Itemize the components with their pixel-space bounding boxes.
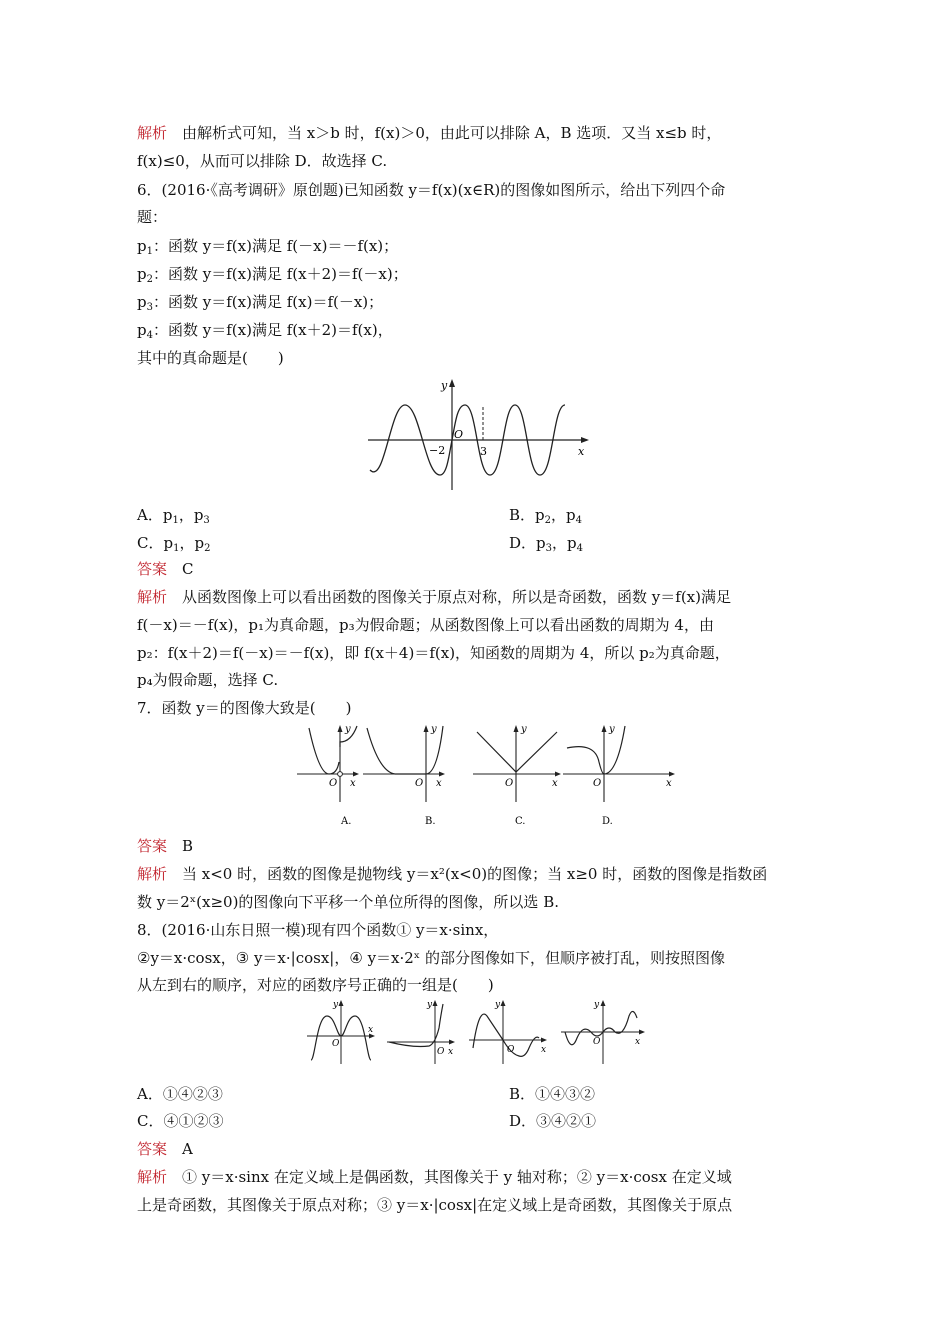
q8-stem-line2: ②y＝x·cosx，③ y＝x·|cosx|，④ y＝x·2ˣ 的部分图像如下，但顺序被打乱，则按照图像 [137,949,725,967]
q8-option-b[interactable]: B．①④③② [509,1085,596,1103]
graph-b-label: B. [425,816,436,827]
x-axis-label: x [541,1045,547,1055]
y-axis-label: y [427,1000,433,1010]
answer-value: C [182,560,194,578]
q8-stem-line3: 从左到右的顺序，对应的函数序号正确的一组是( ) [137,976,494,994]
q7-solution-line1 [137,864,767,884]
origin-label: O [329,778,338,789]
graph-a-label: A. [341,816,352,827]
q6-option-d[interactable]: D．$p_3$，$p_4$ [509,534,583,554]
q7-answer [137,836,193,856]
y-axis-label: y [594,1000,600,1010]
q7-graph-c [473,724,561,827]
y-axis-label: y [333,1000,339,1010]
tick-neg2: −2 [429,444,446,457]
q7-question: 7．函数 y＝的图像大致是( ) [137,699,352,717]
q8-option-c[interactable]: C．④①②③ [137,1112,224,1130]
q6-stem-line1: 6．(2016·《高考调研》原创题)已知函数 y＝f(x)(x∈R)的图像如图所示，给出下列四个命 [137,181,726,199]
q6-solution-line1 [137,587,731,607]
q7-solution-line2: 数 y＝2ˣ(x≥0)的图像向下平移一个单位所得的图像，所以选 B. [137,893,559,911]
q6-prop-p4: $p_4$：函数 y＝f(x)满足 f(x＋2)＝f(x)， [137,321,393,341]
q8-answer [137,1139,193,1159]
p3-text: 函数 y＝f(x)满足 f(x)＝f(－x)； [168,293,384,311]
p2-text: 函数 y＝f(x)满足 f(x＋2)＝f(－x)； [168,265,408,283]
solution-text: 当 x<0 时，函数的图像是抛物线 y＝x²(x<0)的图像；当 x≥0 时，函数的图像是指数函 [182,865,768,883]
x-axis-label: x [350,778,356,789]
q8-option-d[interactable]: D．③④②① [509,1112,597,1130]
q7-graph-a [297,724,359,827]
origin-label: O [507,1045,515,1055]
y-axis-label: y [345,724,351,735]
y-axis-label: y [609,724,615,735]
origin-label: O [415,778,424,789]
q8-graph-2 [387,1000,455,1064]
y-axis-label: y [521,724,527,735]
q8-stem-line1: 8．(2016·山东日照一模)现有四个函数① y＝x·sinx， [137,921,499,939]
q6-question: 其中的真命题是( ) [137,349,284,367]
x-axis-label: x [552,778,558,789]
q7-graph-b [363,724,445,827]
q5-solution-line1 [137,123,721,143]
origin-label: O [505,778,514,789]
q8-graph-3 [469,1000,547,1064]
x-axis-label: x [448,1047,454,1057]
q8-solution-line2: 上是奇函数，其图像关于原点对称；③ y＝x·|cosx|在定义域上是奇函数，其图像关于原点 [137,1196,733,1214]
x-axis-label: x [635,1037,641,1047]
x-axis-label: x [666,778,672,789]
q6-prop-p3: $p_3$：函数 y＝f(x)满足 f(x)＝f(－x)； [137,293,384,313]
solution-text: ① y＝x·sinx 在定义域上是偶函数，其图像关于 y 轴对称；② y＝x·cosx 在定义域 [182,1168,732,1186]
q6-prop-p2: $p_2$：函数 y＝f(x)满足 f(x＋2)＝f(－x)； [137,265,408,285]
answer-tag: 答案 [137,837,168,855]
origin-label: O [437,1047,445,1057]
origin-label: O [593,778,602,789]
p1-text: 函数 y＝f(x)满足 f(－x)＝－f(x)； [168,237,399,255]
y-axis-label: y [441,379,448,392]
solution-tag: 解析 [137,124,168,142]
solution-text: 从函数图像上可以看出函数的图像关于原点对称，所以是奇函数，函数 y＝f(x)满足 [182,588,731,606]
origin-label: O [454,428,464,441]
origin-label: O [593,1037,601,1047]
q6-option-b[interactable]: B．$p_2$，$p_4$ [509,506,582,526]
q6-solution-line4: p₄为假命题，选择 C. [137,671,279,689]
q7-option-graphs [295,722,685,832]
p4-text: 函数 y＝f(x)满足 f(x＋2)＝f(x)， [168,321,393,339]
y-axis-label: y [431,724,437,735]
y-axis-label: y [495,1000,501,1010]
x-axis-label: x [578,445,585,458]
q6-function-graph [365,375,595,495]
solution-tag: 解析 [137,588,168,606]
q6-option-a[interactable]: A．$p_1$，$p_3$ [137,506,210,526]
q8-option-graphs [303,998,653,1068]
answer-tag: 答案 [137,1140,168,1158]
solution-tag: 解析 [137,1168,168,1186]
x-axis-label: x [368,1025,374,1035]
q7-graph-d [563,724,675,827]
graph-d-label: D. [602,816,613,827]
q6-solution-line3: p₂：f(x＋2)＝f(－x)＝－f(x)，即 f(x＋4)＝f(x)，知函数的周期为 4，所以 p₂为真命题， [137,644,730,662]
answer-tag: 答案 [137,560,168,578]
q5-solution-line2: f(x)≤0，从而可以排除 D．故选择 C. [137,152,388,170]
solution-text: 由解析式可知，当 x＞b 时，f(x)＞0，由此可以排除 A，B 选项．又当 x≤b 时， [182,124,722,142]
x-axis-label: x [436,778,442,789]
q8-option-a[interactable]: A．①④②③ [137,1085,223,1103]
q6-answer [137,559,194,579]
origin-label: O [332,1039,340,1049]
q6-prop-p1: $p_1$：函数 y＝f(x)满足 f(－x)＝－f(x)； [137,237,399,257]
q8-graph-1 [307,1000,375,1064]
graph-c-label: C. [515,816,526,827]
q6-option-c[interactable]: C．$p_1$，$p_2$ [137,534,211,554]
answer-value: B [182,837,194,855]
q8-solution-line1 [137,1167,732,1187]
q6-stem-line2: 题： [137,208,168,226]
solution-tag: 解析 [137,865,168,883]
q6-solution-line2: f(－x)＝－f(x)，p₁为真命题，p₃为假命题；从函数图像上可以看出函数的周期为 4，由 [137,616,714,634]
answer-value: A [182,1140,193,1158]
q8-graph-4 [561,1000,645,1064]
tick-3: 3 [480,445,487,458]
